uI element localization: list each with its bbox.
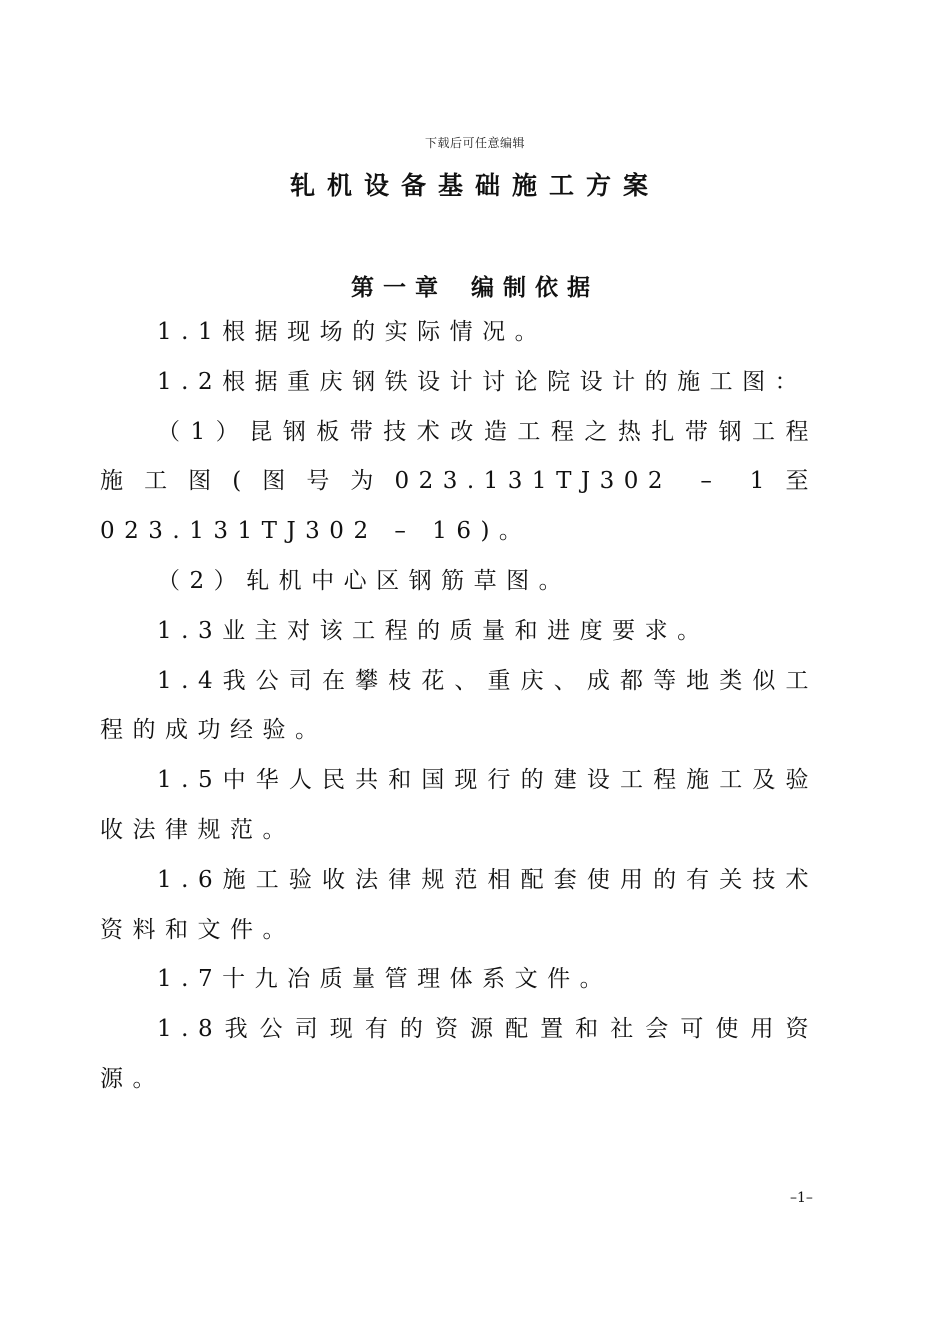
paragraph-1-4: 1.4我公司在攀枝花、重庆、成都等地类似工程的成功经验。 bbox=[100, 667, 818, 744]
paragraph-1-8: 1.8我公司现有的资源配置和社会可使用资源。 bbox=[100, 1016, 818, 1092]
paragraph-1-5: 1.5中华人民共和国现行的建设工程施工及验收法律规范。 bbox=[100, 767, 818, 843]
paragraph-1-3: 1.3业主对该工程的质量和进度要求。 bbox=[157, 617, 710, 644]
document-title: 轧机设备基础施工方案 bbox=[289, 171, 660, 200]
paragraph-1-1: 1.1根据现场的实际情况。 bbox=[157, 319, 548, 345]
paragraph-1-2: 1.2根据重庆钢铁设计讨论院设计的施工图： bbox=[157, 368, 808, 395]
paragraph-1-2-item-1: （1）昆钢板带技术改造工程之热扎带钢工程施工图(图号为023.131TJ302 – 1至023.131TJ302 – 16)。 bbox=[100, 418, 818, 545]
header-note: 下载后可任意编辑 bbox=[424, 136, 525, 150]
paragraph-1-7: 1.7十九冶质量管理体系文件。 bbox=[157, 966, 613, 993]
paragraph-1-6: 1.6施工验收法律规范相配套使用的有关技术资料和文件。 bbox=[100, 866, 818, 943]
chapter-name: 编制依据 bbox=[471, 275, 599, 301]
paragraph-1-2-item-2: （2）轧机中心区钢筋草图。 bbox=[157, 567, 572, 594]
chapter-heading bbox=[0, 269, 950, 302]
page-number: –1– bbox=[790, 1190, 813, 1206]
chapter-number: 第一章 bbox=[351, 275, 447, 301]
body-text bbox=[100, 308, 818, 1105]
